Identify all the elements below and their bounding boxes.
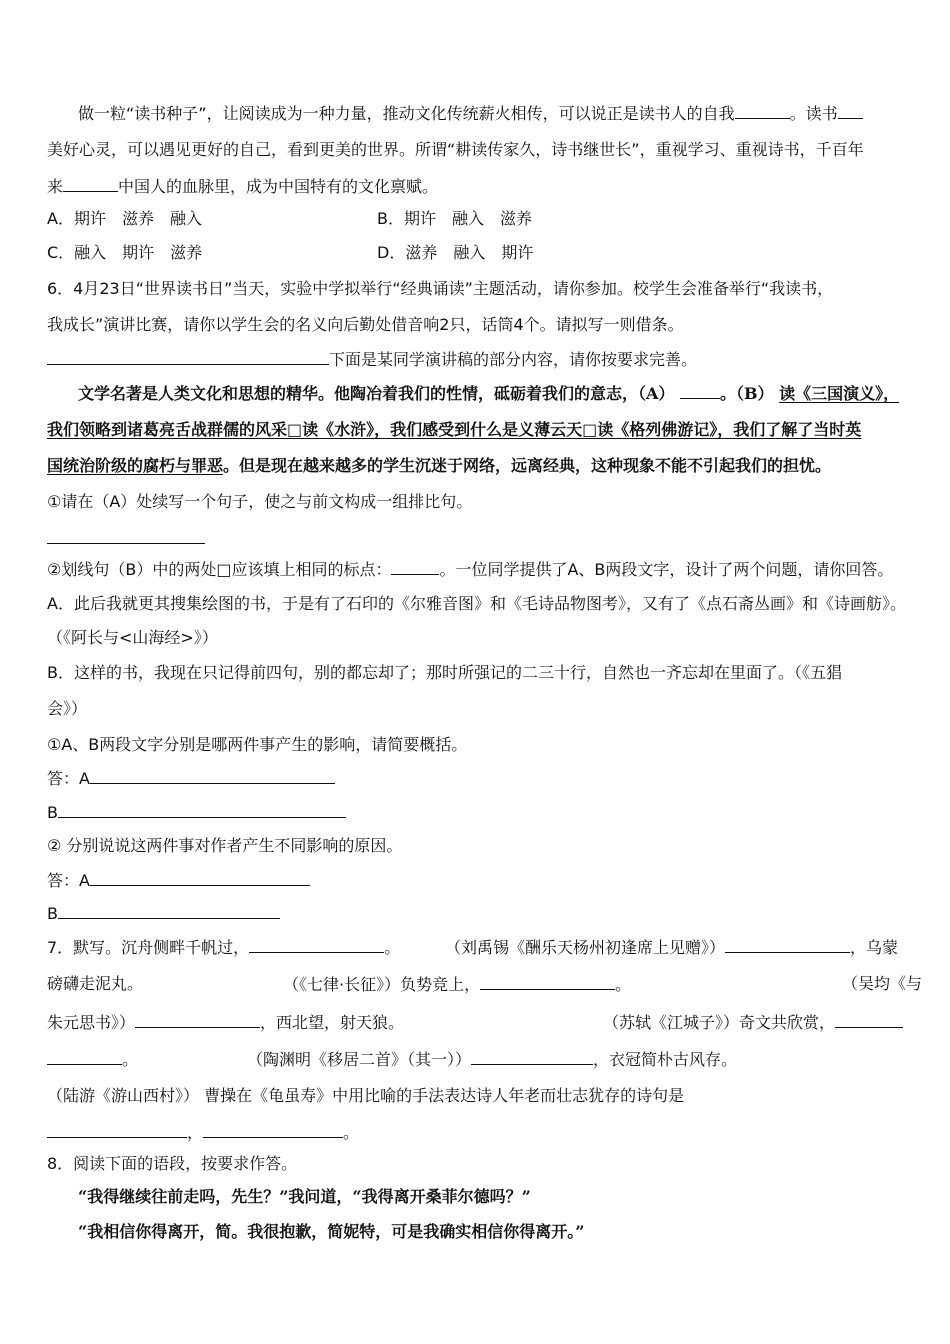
text: B <box>47 803 58 822</box>
q5-stem-line-3 <box>47 176 438 196</box>
excerpt-b-source: 会》） <box>47 699 88 718</box>
text: ，衣冠简朴古风存。 <box>593 1050 738 1069</box>
text: （刘禹锡《酬乐天杨州初逢席上见赠》） <box>445 938 726 957</box>
option-c[interactable]: C．融入 期许 滋养 <box>47 243 203 262</box>
blank[interactable] <box>135 1012 260 1028</box>
option-d[interactable]: D．滋养 融入 期许 <box>377 243 534 262</box>
text: 。但是现在越来越多的学生沉迷于网络，远离经典，这种现象不能不引起我们的担忧。 <box>223 456 832 475</box>
blank[interactable] <box>47 1049 122 1065</box>
q6-stem-line-2: 我成长”演讲比赛，请你以学生会的名义向后勤处借音响2只，话筒4个。请拟写一则借条。 <box>47 315 684 334</box>
q7-line-3 <box>47 1012 404 1032</box>
text: 。 <box>122 1050 139 1069</box>
sub-question-1: ①请在（A）处续写一个句子，使之与前文构成一组排比句。 <box>47 492 473 511</box>
answer-blank[interactable] <box>47 349 329 365</box>
text: 下面是某同学演讲稿的部分内容，请你按要求完善。 <box>329 350 698 369</box>
text: 答：A <box>47 871 90 890</box>
text: 朱元思书》） <box>47 1013 136 1032</box>
q7-line-4 <box>47 1049 138 1069</box>
q5-stem-line-1 <box>78 103 863 123</box>
blank[interactable] <box>480 974 615 990</box>
excerpt-a-source: （《阿长与<山海经>》） <box>47 628 218 647</box>
excerpt-a-line-1: A．此后我就更其搜集绘图的书，于是有了石印的《尔雅音图》和《毛诗品物图考》，又有了《点石斋丛画》和《诗画舫》。 <box>47 594 906 613</box>
underlined-sentence: 国统治阶级的腐朽与罪恶 <box>47 456 224 475</box>
blank-a[interactable] <box>680 383 720 399</box>
excerpt-b-line-1: B．这样的书，我现在只记得前四句，别的都忘却了；那时所强记的二三十行，自然也一齐忘却在里面了。（《五猖 <box>47 663 842 682</box>
answer-1a <box>47 768 335 788</box>
text: （苏轼《江城子》）奇文共欣赏， <box>603 1013 836 1032</box>
text: 。 <box>343 1123 360 1142</box>
blank[interactable] <box>471 1049 593 1065</box>
text: 。 <box>384 938 401 957</box>
passage-line-2: 我们领略到诸葛亮舌战群儒的风采□读《水浒》，我们感受到什么是义薄云天□读《格列佛游记》，我们了解了当时英 <box>47 420 862 439</box>
text: 答：A <box>47 769 90 788</box>
text: 做一粒“读书种子”，让阅读成为一种力量，推动文化传统薪火相传，可以说正是读书人的自我 <box>78 104 735 123</box>
q7-line-5: （陆游《游山西村》） 曹操在《龟虽寿》中用比喻的手法表达诗人年老而壮志犹存的诗句是 <box>47 1086 685 1105</box>
blank[interactable] <box>735 103 790 119</box>
answer-blank[interactable] <box>58 903 280 919</box>
q7-line-1-source <box>445 937 898 957</box>
q5-stem-line-2: 美好心灵，可以遇见更好的自己，看到更美的世界。所谓“耕读传家久，诗书继世长”，重视学习、重视诗书，千百年 <box>47 140 864 159</box>
q8-passage-line-1: “我得继续往前走吗，先生？”我问道，“我得离开桑菲尔德吗？” <box>78 1187 531 1206</box>
blank[interactable] <box>391 559 439 575</box>
q7-line-1 <box>47 937 400 957</box>
answer-line <box>47 528 205 548</box>
text: （陶渊明《移居二首》（其一）） <box>247 1050 472 1069</box>
blank[interactable] <box>838 103 863 119</box>
q6-stem-line-1: 6．4月23日“世界读书日”当天，实验中学拟举行“经典诵读”主题活动，请你参加。校学生会准备举行“我读书， <box>47 279 834 298</box>
text: 。读书 <box>789 104 838 123</box>
answer-blank[interactable] <box>58 802 346 818</box>
answer-blank[interactable] <box>90 870 310 886</box>
text: ，乌蒙 <box>850 938 899 957</box>
q7-line-2: 磅礴走泥丸。 <box>47 974 144 993</box>
sub-question-2 <box>47 559 893 579</box>
text: 。（B） <box>720 384 774 403</box>
text: 。一位同学提供了A、B两段文字，设计了两个问题，请你回答。 <box>439 560 894 579</box>
option-a[interactable]: A．期许 滋养 融入 <box>47 209 202 228</box>
text: 中国人的血脉里，成为中国特有的文化禀赋。 <box>118 177 439 196</box>
answer-2a <box>47 870 310 890</box>
text: ， <box>187 1123 204 1142</box>
q7-line-4-mid <box>247 1049 737 1069</box>
blank[interactable] <box>47 1122 187 1138</box>
blank[interactable] <box>203 1122 343 1138</box>
q6-stem-line-3 <box>47 349 697 369</box>
underlined-sentence: 读《三国演义》， <box>779 384 900 403</box>
question-1: ①A、B两段文字分别是哪两件事产生的影响，请简要概括。 <box>47 735 468 754</box>
blank[interactable] <box>725 937 850 953</box>
q7-line-3-end <box>603 1012 903 1032</box>
option-b[interactable]: B．期许 融入 滋养 <box>377 209 532 228</box>
q7-line-2-mid <box>283 974 631 994</box>
passage-line-1 <box>78 383 899 403</box>
q8-title: 8．阅读下面的语段，按要求作答。 <box>47 1154 298 1173</box>
text: 7．默写。沉舟侧畔千帆过， <box>47 938 250 957</box>
q7-line-2-end: （吴均《与 <box>842 974 923 993</box>
answer-blank[interactable] <box>47 528 205 544</box>
text: ，西北望，射天狼。 <box>260 1013 405 1032</box>
passage-line-3 <box>47 456 831 476</box>
blank[interactable] <box>249 937 384 953</box>
text: ②划线句（B）中的两处□应该填上相同的标点： <box>47 560 392 579</box>
q7-line-6 <box>47 1122 359 1142</box>
blank[interactable] <box>835 1012 903 1028</box>
q8-passage-line-2: “我相信你得离开，简。我很抱歉，简妮特，可是我确实相信你得离开。” <box>78 1222 585 1241</box>
answer-2b <box>47 903 280 923</box>
text: 。 <box>615 975 632 994</box>
text: B <box>47 904 58 923</box>
text: 文学名著是人类文化和思想的精华。他陶冶着我们的性情，砥砺着我们的意志，（A） <box>78 384 675 403</box>
text: （《七律·长征》）负势竞上， <box>283 975 481 994</box>
blank[interactable] <box>63 176 118 192</box>
question-2: ② 分别说说这两件事对作者产生不同影响的原因。 <box>47 836 403 855</box>
answer-blank[interactable] <box>90 768 335 784</box>
answer-1b <box>47 802 346 822</box>
text: 来 <box>47 177 64 196</box>
